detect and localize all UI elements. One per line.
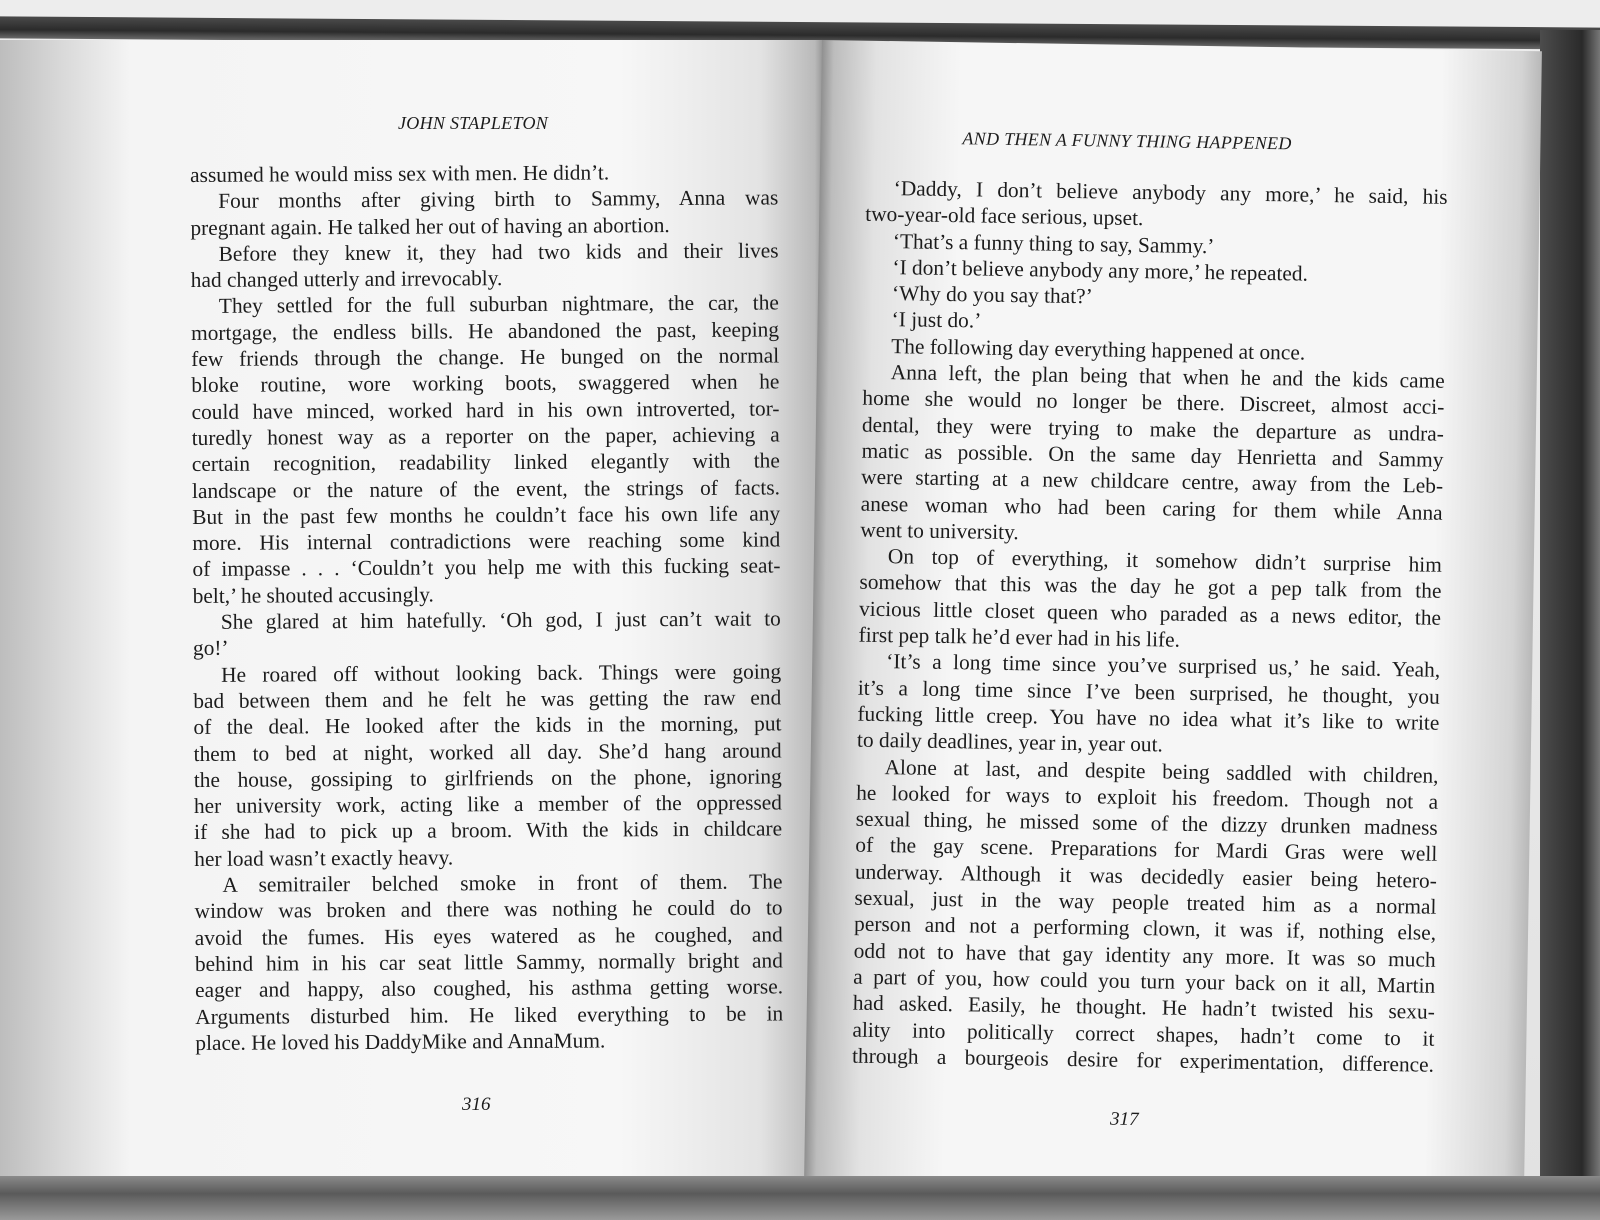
text-line: sexual, just in the way people treated him as a normal — [854, 885, 1437, 919]
text-line: home she would no longer be there. Discreet, almost acci- — [862, 386, 1445, 420]
text-line: first pep talk he’d ever had in his life. — [858, 622, 1181, 652]
text-line: pregnant again. He talked her out of having an abortion. — [190, 212, 670, 240]
text-line: turedly honest way as a reporter on the paper, achieving a — [191, 422, 780, 450]
text-line: Arguments disturbed him. He liked everything to be in — [195, 1000, 784, 1029]
text-line: ality into politically correct shapes, hadn’t come to it — [852, 1017, 1435, 1051]
book-bottom-edge — [0, 1176, 1600, 1220]
text-line: ‘That’s a funny thing to say, Sammy.’ — [892, 228, 1215, 258]
text-line: He roared off without looking back. Things were going — [221, 659, 782, 687]
text-line: ‘I don’t believe anybody any more,’ he repeated. — [892, 255, 1309, 286]
text-line: of the deal. He looked after the kids in the morning, put — [193, 711, 782, 740]
text-line: ‘Why do you say that?’ — [891, 281, 1093, 309]
text-line: Anna left, the plan being that when he and the kids came — [890, 360, 1445, 393]
text-line: ‘It’s a long time since you’ve surprised us,’ he said. Yeah, — [886, 649, 1441, 683]
text-line: a part of you, how could you turn your back on it all, Martin — [853, 964, 1436, 998]
text-line: few friends through the change. He bunged on the normal — [191, 343, 780, 372]
right-page-text — [852, 175, 1448, 1078]
text-line: She glared at him hatefully. ‘Oh god, I just can’t wait to — [220, 606, 781, 634]
text-line: avoid the fumes. His eyes watered as he coughed, and — [194, 922, 783, 950]
text-line: A semitrailer belched smoke in front of them. The — [222, 869, 783, 897]
right-page — [804, 40, 1542, 1191]
left-running-head: JOHN STAPLETON — [398, 113, 549, 133]
text-line: mortgage, the endless bills. He abandoned the past, keeping — [190, 317, 780, 345]
text-line: had asked. Easily, he thought. He hadn’t twisted his sexu- — [852, 990, 1435, 1024]
text-line: somehow that this was the day he got a pep talk from the — [859, 570, 1442, 604]
left-page — [0, 40, 822, 1180]
text-line: could have minced, worked hard in his own introverted, tor- — [191, 396, 780, 424]
text-line: he looked for ways to exploit his freedom. Though not a — [855, 780, 1439, 814]
text-line: dental, they were trying to make the departure as undra- — [861, 412, 1445, 446]
text-line: assumed he would miss sex with men. He didn’t. — [190, 160, 610, 187]
text-line: belt,’ he shouted accusingly. — [192, 582, 434, 608]
text-line: two-year-old face serious, upset. — [865, 201, 1144, 231]
text-line: underway. Although it was decidedly easier being hetero- — [854, 859, 1438, 893]
left-page-text — [190, 158, 783, 1056]
text-line: of impasse . . . ‘Couldn’t you help me with this fucking seat- — [192, 553, 781, 582]
text-line: to daily deadlines, year in, year out. — [856, 727, 1164, 757]
text-line: had changed utterly and irrevocably. — [190, 266, 503, 293]
text-line: They settled for the full suburban nightmare, the car, the — [218, 290, 779, 319]
text-line: odd not to have that gay identity any more. It was so much — [853, 938, 1436, 972]
text-line: go!’ — [192, 636, 229, 661]
text-line: person and not a performing clown, it was if, nothing else, — [853, 911, 1437, 946]
text-line: went to university. — [860, 517, 1019, 545]
text-line: the house, gossiping to girlfriends on the phone, ignoring — [193, 764, 782, 792]
text-line: eager and happy, also coughed, his asthma getting worse. — [194, 974, 784, 1003]
text-line: place. He loved his DaddyMike and AnnaMum. — [195, 1028, 606, 1055]
book-cover-edge — [1540, 30, 1600, 1220]
text-line: sexual thing, he missed some of the dizzy drunken madness — [855, 806, 1438, 840]
text-line: anese woman who had been caring for them while Anna — [860, 491, 1443, 525]
text-line: fucking little creep. You have no idea what it’s like to write — [857, 701, 1440, 735]
text-line: The following day everything happened at once. — [891, 333, 1306, 365]
text-line: bad between them and he felt he was getting the raw end — [193, 685, 782, 713]
text-line: Four months after giving birth to Sammy, Anna was — [218, 185, 779, 214]
right-running-head: AND THEN A FUNNY THING HAPPENED — [962, 128, 1292, 154]
text-line: But in the past few months he couldn’t face his own life any — [192, 501, 781, 529]
text-line: landscape or the nature of the event, the strings of facts. — [191, 474, 781, 503]
text-line: more. His internal contradictions were reaching some kind — [192, 527, 781, 556]
text-line: it’s a long time since I’ve been surprised, he thought, you — [857, 675, 1440, 709]
text-line: Alone at last, and despite being saddled with children, — [884, 754, 1439, 788]
text-line: Before they knew it, they had two kids and their lives — [218, 238, 779, 266]
text-line: her university work, acting like a member of the oppressed — [193, 790, 782, 819]
text-line: ‘I just do.’ — [891, 307, 982, 334]
text-line: vicious little closet queen who paraded as a news editor, the — [858, 596, 1442, 630]
text-line: through a bourgeois desire for experimentation, difference. — [851, 1043, 1435, 1077]
text-line: behind him in his car seat little Sammy, normally bright and — [194, 948, 783, 976]
text-line: her load wasn’t exactly heavy. — [194, 845, 454, 871]
text-line: ‘Daddy, I don’t believe anybody any more,’ he said, his — [893, 176, 1448, 209]
text-line: bloke routine, wore working boots, swaggered when he — [191, 369, 780, 398]
left-page-number: 316 — [462, 1094, 491, 1115]
text-line: matic as possible. On the same day Henrietta and Sammy — [861, 438, 1444, 472]
text-line: were starting at a new childcare centre, away from the Leb- — [860, 464, 1444, 499]
right-page-number: 317 — [1109, 1108, 1139, 1131]
text-line: certain recognition, readability linked elegantly with the — [191, 448, 780, 477]
text-line: window was broken and there was nothing he could do to — [194, 895, 783, 924]
text-line: of the gay scene. Preparations for Mardi Gras were well — [855, 833, 1438, 867]
text-line: if she had to pick up a broom. With the kids in childcare — [194, 816, 783, 845]
text-line: them to bed at night, worked all day. She’d hang around — [193, 737, 782, 766]
text-line: On top of everything, it somehow didn’t surprise him — [887, 544, 1443, 577]
